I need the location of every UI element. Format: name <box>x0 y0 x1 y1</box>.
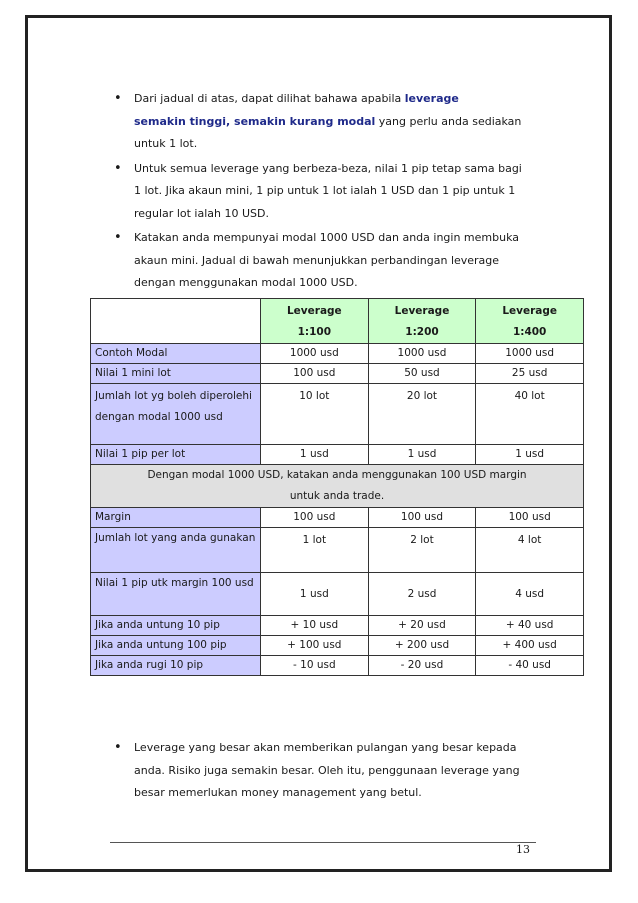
cell-value: 10 lot <box>261 384 369 445</box>
cell-value: 4 lot <box>476 528 584 573</box>
row-label: Jumlah lot yang anda gunakan <box>91 528 261 573</box>
cell-value: 2 usd <box>368 573 476 616</box>
table-header-row <box>91 299 584 344</box>
bullet-item <box>110 88 530 156</box>
row-label: Jika anda rugi 10 pip <box>91 656 261 676</box>
cell-value: 20 lot <box>368 384 476 445</box>
cell-value: 1 usd <box>261 573 369 616</box>
bullet-item <box>110 158 530 226</box>
bullet-text: Leverage yang besar akan memberikan pulangan yang besar kepada anda. Risiko juga semakin besar. Oleh itu, penggunaan leverage yang besar memerlukan money management yang betul. <box>134 741 520 799</box>
highlight-phrase: semakin tinggi, semakin kurang modal <box>134 114 376 128</box>
table-row <box>91 656 584 676</box>
cell-value: 1 usd <box>476 445 584 465</box>
header-blank-cell <box>91 299 261 344</box>
row-label: Jika anda untung 100 pip <box>91 636 261 656</box>
cell-value: 2 lot <box>368 528 476 573</box>
bullet-text: Untuk semua leverage yang berbeza-beza, nilai 1 pip tetap sama bagi 1 lot. Jika akaun mini, 1 pip untuk 1 lot ialah 1 USD dan 1 pip untuk 1 regular lot ialah 10 USD. <box>134 161 522 220</box>
cell-value: 100 usd <box>368 508 476 528</box>
table-note-row <box>91 465 584 508</box>
page-number: 13 <box>516 843 530 856</box>
table-row <box>91 384 584 445</box>
table-row <box>91 508 584 528</box>
cell-value: 50 usd <box>368 364 476 384</box>
row-label: Margin <box>91 508 261 528</box>
bullet-list-top <box>110 88 530 295</box>
cell-value: + 40 usd <box>476 616 584 636</box>
cell-value: + 10 usd <box>261 616 369 636</box>
leverage-table <box>90 298 584 676</box>
row-label: Jumlah lot yg boleh diperolehi dengan modal 1000 usd <box>91 384 261 445</box>
bullet-text: Dari jadual di atas, dapat dilihat bahawa apabila <box>134 92 405 105</box>
bullet-item <box>110 737 530 805</box>
bullet-text: yang perlu anda sediakan untuk 1 lot. <box>134 114 522 150</box>
cell-value: - 20 usd <box>368 656 476 676</box>
cell-value: 100 usd <box>261 508 369 528</box>
cell-value: 1 usd <box>261 445 369 465</box>
table-row <box>91 528 584 573</box>
table-row <box>91 344 584 364</box>
table-row <box>91 364 584 384</box>
cell-value: 4 usd <box>476 573 584 616</box>
table-row <box>91 636 584 656</box>
cell-value: 40 lot <box>476 384 584 445</box>
cell-value: 100 usd <box>261 364 369 384</box>
bullet-text: Katakan anda mempunyai modal 1000 USD dan anda ingin membuka akaun mini. Jadual di bawah menunjukkan perbandingan leverage dengan menggunakan modal 1000 USD. <box>134 231 519 289</box>
row-label: Nilai 1 pip per lot <box>91 445 261 465</box>
bullet-icon: • <box>114 160 122 176</box>
footer-divider <box>110 842 536 843</box>
table-row <box>91 616 584 636</box>
header-cell: Leverage 1:200 <box>368 299 476 344</box>
bullet-list-bottom <box>110 737 530 805</box>
cell-value: + 100 usd <box>261 636 369 656</box>
bullet-item <box>110 227 530 295</box>
row-label: Nilai 1 mini lot <box>91 364 261 384</box>
cell-value: 1 usd <box>368 445 476 465</box>
cell-value: 1 lot <box>261 528 369 573</box>
cell-value: 1000 usd <box>476 344 584 364</box>
bullet-icon: • <box>114 230 122 245</box>
cell-value: 1000 usd <box>261 344 369 364</box>
cell-value: + 200 usd <box>368 636 476 656</box>
bullet-icon: • <box>114 91 122 106</box>
row-label: Nilai 1 pip utk margin 100 usd <box>91 573 261 616</box>
cell-value: 1000 usd <box>368 344 476 364</box>
middle-note: Dengan modal 1000 USD, katakan anda menggunakan 100 USD margin untuk anda trade. <box>91 465 584 508</box>
header-cell: Leverage 1:100 <box>261 299 369 344</box>
row-label: Jika anda untung 10 pip <box>91 616 261 636</box>
cell-value: 25 usd <box>476 364 584 384</box>
cell-value: - 10 usd <box>261 656 369 676</box>
cell-value: - 40 usd <box>476 656 584 676</box>
cell-value: + 20 usd <box>368 616 476 636</box>
table-row <box>91 445 584 465</box>
cell-value: 100 usd <box>476 508 584 528</box>
table-row <box>91 573 584 616</box>
header-cell: Leverage 1:400 <box>476 299 584 344</box>
row-label: Contoh Modal <box>91 344 261 364</box>
highlight-leverage: leverage <box>404 92 459 105</box>
bullet-icon: • <box>114 740 122 755</box>
cell-value: + 400 usd <box>476 636 584 656</box>
